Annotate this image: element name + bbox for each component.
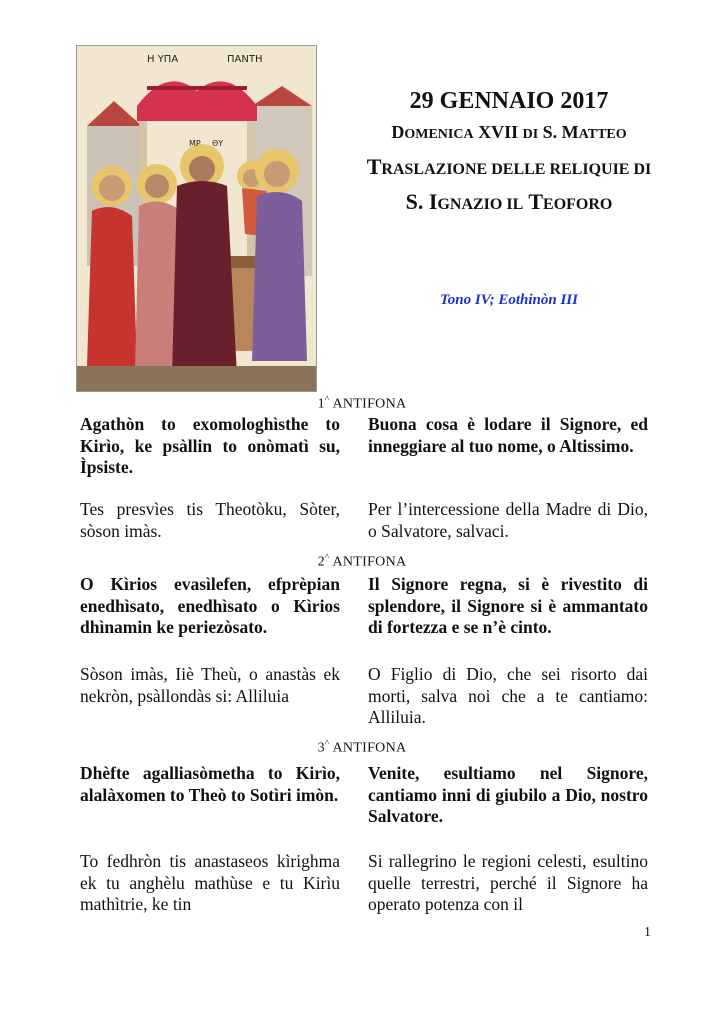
sunday-d: D	[391, 122, 405, 142]
sunday-rest: OMENICA	[404, 127, 474, 142]
antiphon-2-italian-verse: Il Signore regna, si è rivestito di splendore, il Signore si è ammantato di fortezza e se n’è cinto.	[368, 574, 648, 637]
antiphon-2-greek-refrain: Sòson imàs, Iiè Theù, o anastàs ek nekròn, psàllondàs si: Alliluia	[80, 664, 340, 706]
antiphon-2-mark: ^	[324, 552, 330, 562]
feast-title	[350, 151, 668, 221]
antiphon-1-greek-refrain: Tes presvìes tis Theotòku, Sòter, sòson imàs.	[80, 499, 340, 541]
antiphon-1-italian-refrain: Per l’intercessione della Madre di Dio, o Salvatore, salvaci.	[368, 499, 648, 541]
antiphon-3-text: ANTIFONA	[329, 740, 407, 756]
feast-part1: RASLAZIONE DELLE RELIQUIE DI	[381, 161, 652, 178]
antiphon-1-label	[0, 394, 724, 413]
antiphon-3-mark: ^	[324, 738, 330, 748]
tone-label: Tono IV; Eothinòn III	[440, 292, 578, 308]
antiphon-1-text: ANTIFONA	[329, 396, 407, 412]
icon-inscription-left: Η ΥΠΑ	[147, 54, 179, 65]
antiphon-2-greek-verse: O Kìrios evasìlefen, efprèpian enedhìsato, enedhìsato o Kìrios dhìnamin ke periezòsato.	[80, 574, 340, 637]
page-number: 1	[644, 925, 651, 940]
sunday-title	[350, 120, 668, 147]
antiphon-2-text: ANTIFONA	[329, 554, 407, 570]
page-header	[350, 86, 668, 221]
icon-initials-1: ΜΡ	[189, 139, 201, 148]
antiphon-2-num: 2	[317, 554, 325, 570]
sunday-s: S. M	[538, 122, 579, 142]
antiphon-3-italian-verse: Venite, esultiamo nel Signore, cantiamo inni di giubilo a Dio, nostro Salvatore.	[368, 763, 648, 826]
presentation-icon	[77, 46, 316, 391]
antiphon-1-mark: ^	[324, 394, 330, 404]
antiphon-1-italian-verse: Buona cosa è lodare il Signore, ed inneggiare al tuo nome, o Altissimo.	[368, 414, 648, 456]
antiphon-3-num: 3	[317, 740, 325, 756]
icon-image	[76, 45, 317, 392]
antiphon-1-greek-verse: Agathòn to exomologhìsthe to Kirìo, ke psàllin to onòmatì su, Ìpsiste.	[80, 414, 340, 477]
feast-s: S. I	[405, 189, 438, 214]
date-title: 29 GENNAIO 2017	[409, 88, 609, 114]
antiphon-3-greek-verse: Dhèfte agalliasòmetha to Kirìo, alalàxomen to Theò to Sotìri imòn.	[80, 763, 340, 805]
antiphon-2-italian-refrain: O Figlio di Dio, che sei risorto dai morti, salva noi che a te cantiamo: Alliluia.	[368, 664, 648, 727]
antiphon-3-label	[0, 738, 724, 757]
sunday-xvii: XVII	[473, 122, 523, 142]
antiphon-3-greek-refrain: To fedhròn tis anastaseos kìrighma ek tu anghèlu mathùse e tu Kirìu mathìtrie, ke tin	[80, 851, 340, 914]
icon-initials-2: ΘΥ	[212, 139, 224, 148]
antiphon-2-label	[0, 552, 724, 571]
sunday-di: DI	[522, 127, 539, 142]
feast-part2: GNAZIO IL	[437, 196, 524, 213]
sunday-atteo: ATTEO	[578, 127, 627, 142]
feast-t: T	[366, 154, 382, 179]
feast-part3: EOFORO	[543, 196, 613, 213]
antiphon-1-num: 1	[317, 396, 325, 412]
antiphon-3-italian-refrain: Si rallegrino le regioni celesti, esultino quelle terrestri, perché il Signore ha operato potenza con il	[368, 851, 648, 914]
feast-t2: T	[523, 189, 544, 214]
icon-inscription-right: ΠΑΝΤΗ	[227, 54, 263, 65]
